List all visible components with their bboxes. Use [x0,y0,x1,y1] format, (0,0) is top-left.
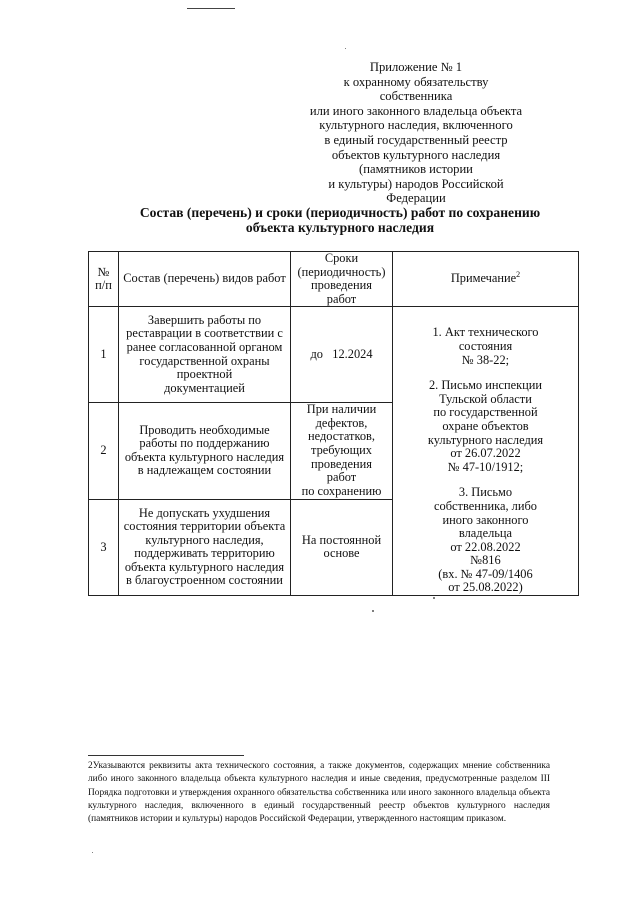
note-line: 3. Письмо [458,485,513,500]
cell-line: культурного наследия, [145,532,264,547]
document-title-line: Состав (перечень) и сроки (периодичность) работ по сохранению [139,205,541,220]
note-line: (вх. № 47-09/1406 [438,566,533,581]
note-line: № 38-22; [461,352,510,367]
document-title [80,205,600,235]
cell-line: в благоустроенном состоянии [126,573,283,588]
appendix-line: в единый государственный реестр [324,132,508,147]
document-title-line: объекта культурного наследия [245,220,435,235]
cell-line: проведения работ [311,456,372,485]
footnote-divider [88,755,244,756]
cell-line: Проводить необходимые [139,422,270,437]
note-item [397,486,574,595]
appendix-line: Приложение № 1 [369,60,463,74]
header-num-line: № [97,264,110,279]
cell-line: основе [323,546,360,561]
header-note-label: Примечание [450,271,517,286]
cell-line: Не допускать ухудшения [138,505,271,520]
cell-line: объекта культурного наследия [124,449,285,464]
cell-num: 1 [89,307,119,403]
appendix-line: объектов культурного наследия [331,147,501,162]
note-line: по государственной [433,405,538,420]
cell-line: реставрации в соответствии с [126,326,283,341]
note-line: от 22.08.2022 [450,539,521,554]
note-line: культурного наследия [427,432,544,447]
appendix-line: и культуры) народов Российской [328,176,504,191]
note-line: от 26.07.2022 [450,446,521,461]
scan-speck [345,48,346,49]
cell-line: ранее согласованной органом [126,340,283,355]
cell-work [119,307,291,403]
header-term-line: (периодичность) [297,264,386,279]
note-line: охране объектов [442,418,529,433]
table-row [89,307,579,403]
table-header-row [89,252,579,307]
note-line: №816 [470,553,501,568]
cell-line: состояния территории объекта [123,519,286,534]
note-line: № 47-10/1912; [447,459,524,474]
cell-line: На постоянной [301,532,382,547]
cell-term [291,402,393,499]
cell-line: по сохранению [301,483,382,498]
appendix-line: культурного наследия, включенного [319,118,513,133]
cell-term [291,307,393,403]
cell-num: 3 [89,499,119,596]
note-line: от 25.08.2022) [448,580,523,595]
note-line: Тульской области [439,391,532,406]
footnote-marker: 2 [516,270,521,280]
header-num-line: п/п [95,278,112,293]
cell-line: Завершить работы по [147,312,262,327]
cell-term [291,499,393,596]
cell-notes [393,307,579,596]
cell-work [119,499,291,596]
scan-speck [92,852,93,853]
top-edge-line [187,8,235,9]
note-item [397,379,574,474]
cell-line: работы по поддержанию [139,436,270,451]
scan-speck [433,597,435,599]
note-line: владельца [458,526,513,541]
note-line: иного законного [442,512,529,527]
note-line: собственника, либо [434,498,537,513]
cell-line: недостатков, [308,429,375,444]
note-line: 1. Акт технического [432,325,539,340]
note-item [397,326,574,367]
cell-line: документацией [164,380,245,395]
works-table [88,251,579,596]
header-num [89,252,119,307]
cell-line: проектной [176,367,233,382]
header-term [291,252,393,307]
note-line: 2. Письмо инспекции [428,378,543,393]
appendix-line: (памятников истории [359,162,473,177]
cell-line: в надлежащем состоянии [137,463,272,478]
header-term-line: проведения работ [311,278,372,306]
header-work-label: Состав (перечень) видов работ [123,271,286,286]
header-work [119,252,291,307]
cell-line: поддерживать территорию [134,546,275,561]
cell-work [119,402,291,499]
appendix-line: собственника [379,89,453,104]
footnote-text: 2Указываются реквизиты акта технического состояния, а также документов, содержащих мнение собственника либо иного законного владельца объекта культурного наследия и иные сведения, предусмотренные разделом III Порядка подготовки и утверждения охранного обязательства собственника или иного законного владельца объекта культурного наследия, включенного в единый государственный реестр объектов культурного наследия (памятников истории и культуры) народов Российской Федерации, утвержденного настоящим приказом. [88,761,550,825]
cell-line: При наличии [306,402,377,417]
appendix-line: к охранному обязательству [343,74,489,89]
appendix-header [285,60,547,206]
appendix-line: Федерации [386,191,446,206]
cell-line: государственной охраны [139,353,270,368]
cell-line: до 12.2024 [310,346,373,361]
header-term-line: Сроки [324,251,359,265]
cell-num: 2 [89,402,119,499]
cell-line: дефектов, [315,415,368,430]
header-note [393,252,579,307]
appendix-line: или иного законного владельца объекта [309,103,523,118]
scan-speck [372,610,374,612]
cell-line: объекта культурного наследия [124,559,285,574]
note-line: состояния [458,338,513,353]
cell-line: требующих [311,442,372,457]
